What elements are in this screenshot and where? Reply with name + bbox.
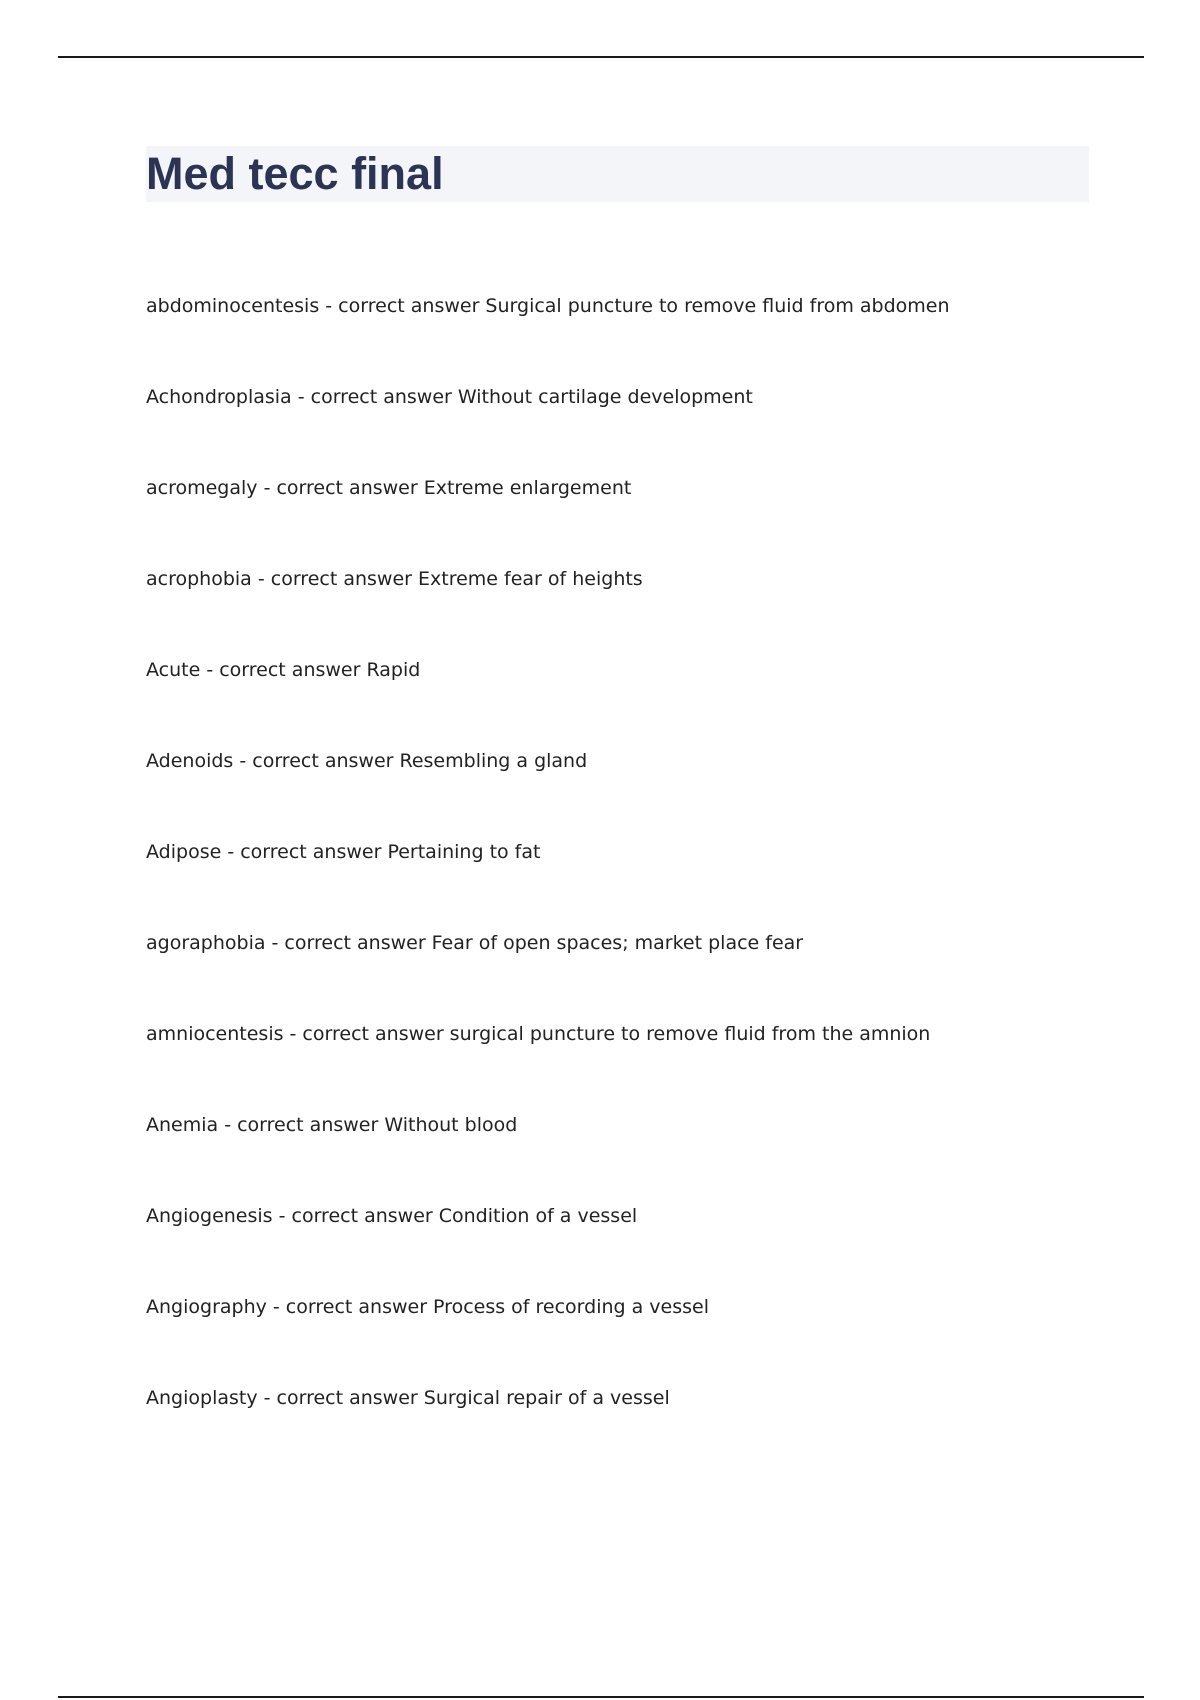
list-item	[146, 1291, 1106, 1382]
separator: - correct answer	[233, 750, 400, 772]
separator: - correct answer	[283, 1023, 450, 1045]
definition: Pertaining to fat	[387, 841, 541, 863]
list-item	[146, 654, 1106, 745]
list-item	[146, 563, 1106, 654]
list-item	[146, 1200, 1106, 1291]
term: Angiogenesis	[146, 1205, 273, 1227]
term: acromegaly	[146, 477, 258, 499]
term: abdominocentesis	[146, 295, 320, 317]
term: Acute	[146, 659, 201, 681]
list-item	[146, 1018, 1106, 1109]
list-item	[146, 381, 1106, 472]
list-item	[146, 472, 1106, 563]
separator: - correct answer	[266, 1296, 434, 1318]
definition: Extreme fear of heights	[418, 568, 643, 590]
definition: Condition of a vessel	[438, 1205, 638, 1227]
bottom-rule	[58, 1696, 1144, 1698]
definition: Surgical repair of a vessel	[423, 1387, 670, 1409]
list-item	[146, 836, 1106, 927]
definition: Process of recording a vessel	[433, 1296, 710, 1318]
definition: Without cartilage development	[457, 386, 753, 408]
top-rule	[58, 56, 1144, 58]
term: Adipose	[146, 841, 222, 863]
term: Anemia	[146, 1114, 219, 1136]
list-item	[146, 1382, 1106, 1473]
separator: - correct answer	[291, 386, 458, 408]
separator: - correct answer	[257, 477, 424, 499]
page-title: Med tecc final	[146, 148, 444, 199]
term: agoraphobia	[146, 932, 266, 954]
term: Adenoids	[146, 750, 234, 772]
separator: - correct answer	[251, 568, 418, 590]
separator: - correct answer	[319, 295, 486, 317]
separator: - correct answer	[221, 841, 388, 863]
definition: Surgical puncture to remove fluid from abdomen	[485, 295, 950, 317]
term: amniocentesis	[146, 1023, 284, 1045]
term: acrophobia	[146, 568, 252, 590]
definition: Without blood	[384, 1114, 518, 1136]
definition: surgical puncture to remove fluid from the amnion	[449, 1023, 931, 1045]
separator: - correct answer	[218, 1114, 385, 1136]
definition: Fear of open spaces; market place fear	[431, 932, 804, 954]
list-item	[146, 290, 1106, 381]
definition: Resembling a gland	[399, 750, 588, 772]
definition: Rapid	[366, 659, 421, 681]
term: Angiography	[146, 1296, 267, 1318]
separator: - correct answer	[265, 932, 432, 954]
separator: - correct answer	[257, 1387, 424, 1409]
list-item	[146, 1109, 1106, 1200]
definition: Extreme enlargement	[423, 477, 632, 499]
term: Achondroplasia	[146, 386, 292, 408]
separator: - correct answer	[200, 659, 367, 681]
separator: - correct answer	[272, 1205, 439, 1227]
list-item	[146, 927, 1106, 1018]
term: Angioplasty	[146, 1387, 258, 1409]
definition-list	[146, 290, 1106, 1473]
list-item	[146, 745, 1106, 836]
